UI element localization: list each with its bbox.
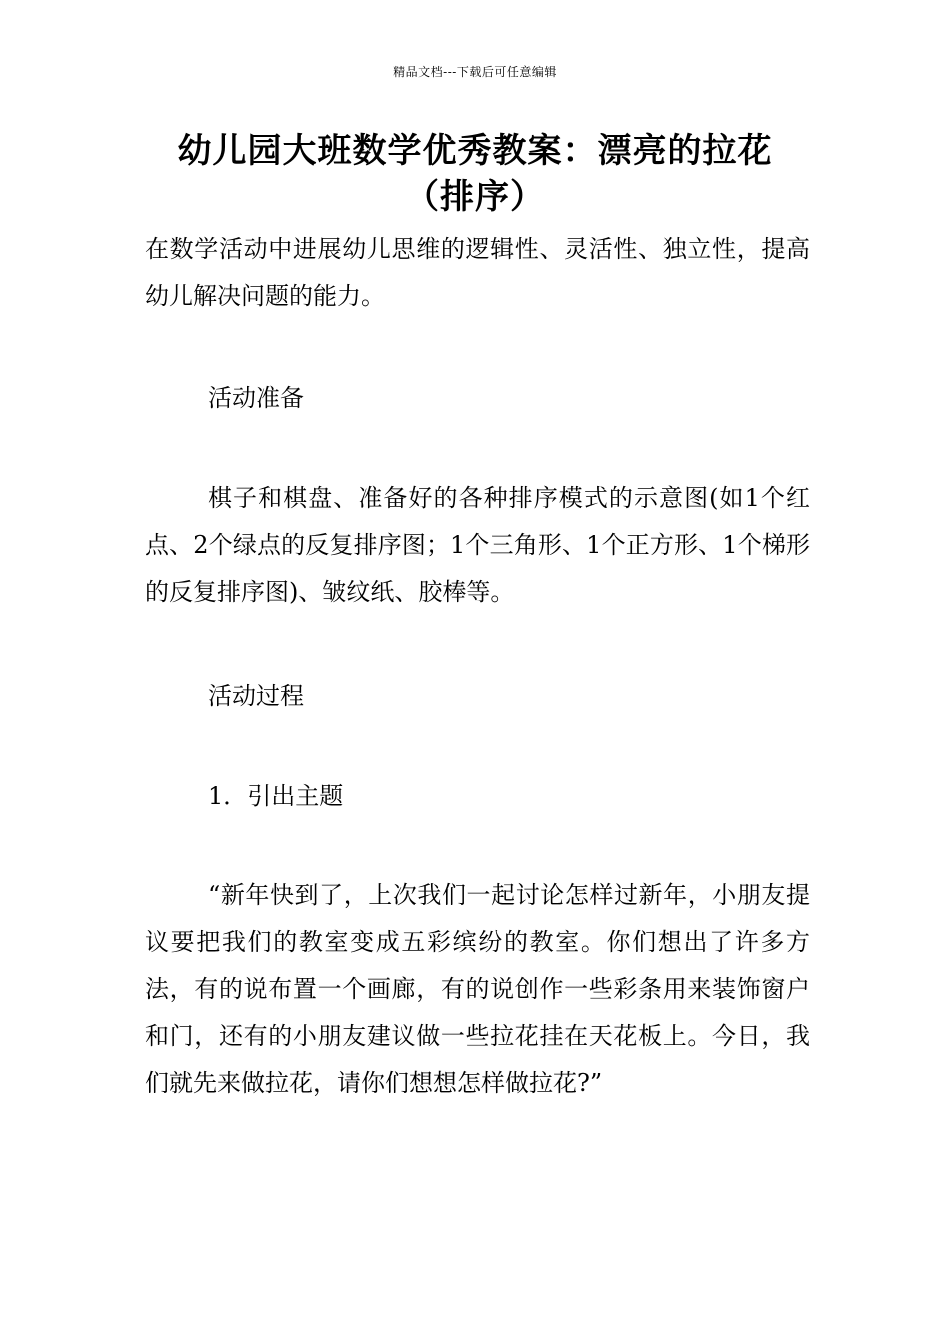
document-title <box>120 128 830 220</box>
section-heading-preparation: 活动准备 <box>208 384 304 412</box>
document-title-line-1: 幼儿园大班数学优秀教案：漂亮的拉花 <box>177 131 773 171</box>
section-heading-process: 活动过程 <box>208 682 304 710</box>
quote-paragraph: “新年快到了，上次我们一起讨论怎样过新年，小朋友提议要把我们的教室变成五彩缤纷的教室。你们想出了许多方法，有的说布置一个画廊，有的说创作一些彩条用来装饰窗户和门，还有的小朋友建议做一些拉花挂在天花板上。今日，我们就先来做拉花，请你们想想怎样做拉花?” <box>145 881 810 1097</box>
document-title-line-2: （排序） <box>405 177 545 217</box>
step-heading-introduce-topic: 1．引出主题 <box>208 782 344 810</box>
preparation-paragraph: 棋子和棋盘、准备好的各种排序模式的示意图(如1个红点、2个绿点的反复排序图；1个三角形、1个正方形、1个梯形的反复排序图)、皱纹纸、胶棒等。 <box>145 484 810 606</box>
page-header: 精品文档---下载后可任意编辑 <box>393 65 557 79</box>
intro-paragraph: 在数学活动中进展幼儿思维的逻辑性、灵活性、独立性，提高幼儿解决问题的能力。 <box>145 235 810 310</box>
